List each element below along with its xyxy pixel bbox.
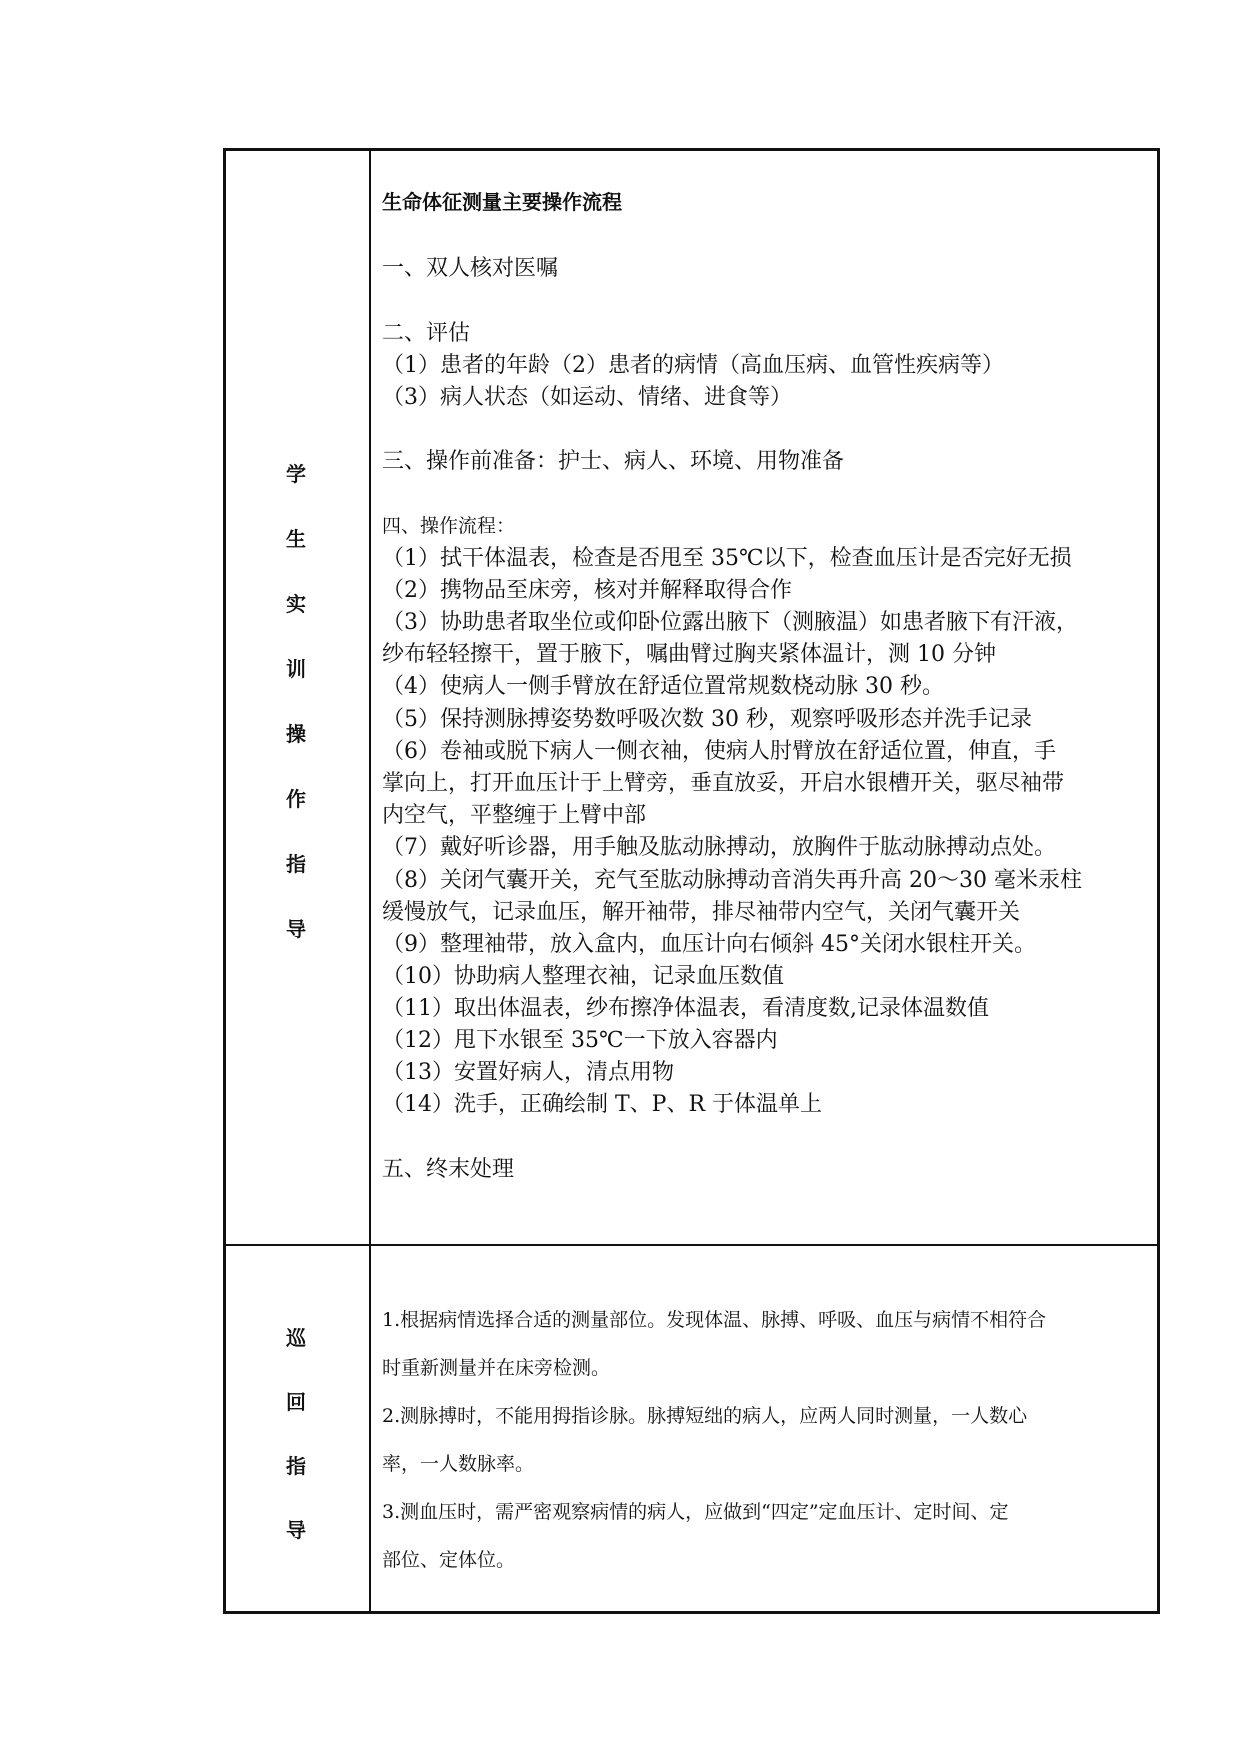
heading-assessment: 二、评估 xyxy=(382,321,471,346)
content-line: （7）戴好听诊器，用手触及肱动脉搏动，放胸件于肱动脉搏动点处。 xyxy=(382,835,1056,860)
heading-verify-orders: 一、双人核对医嘱 xyxy=(382,256,559,281)
content-line: （8）关闭气囊开关，充气至肱动脉搏动音消失再升高 20～30 毫米汞柱 xyxy=(382,868,1082,893)
row-divider xyxy=(223,1244,1160,1246)
heading-preparation: 三、操作前准备：护士、病人、环境、用物准备 xyxy=(382,449,845,474)
content-line: （12）甩下水银至 35℃一下放入容器内 xyxy=(382,1028,778,1053)
side-char: 导 xyxy=(286,1518,306,1542)
guidance-line: 部位、定体位。 xyxy=(382,1549,516,1571)
side-char: 导 xyxy=(286,917,306,941)
content-line: （2）携物品至床旁，核对并解释取得合作 xyxy=(382,578,792,603)
content-line: （3）病人状态（如运动、情绪、进食等） xyxy=(382,385,792,410)
content-line: 内空气，平整缠于上臂中部 xyxy=(382,803,647,828)
guidance-line: 时重新测量并在床旁检测。 xyxy=(382,1357,611,1379)
heading-procedure: 四、操作流程： xyxy=(382,515,516,537)
heading-final-processing: 五、终末处理 xyxy=(382,1157,515,1182)
side-char: 生 xyxy=(286,527,306,551)
side-char: 巡 xyxy=(286,1326,306,1350)
content-line: （10）协助病人整理衣袖，记录血压数值 xyxy=(382,964,784,989)
side-char: 指 xyxy=(286,852,306,876)
content-line: （1）拭干体温表，检查是否甩至 35℃以下，检查血压计是否完好无损 xyxy=(382,546,1072,571)
procedure-title: 生命体征测量主要操作流程 xyxy=(382,190,622,214)
side-char: 训 xyxy=(286,657,306,681)
guidance-line: 3.测血压时，需严密观察病情的病人，应做到“四定”定血压计、定时间、定 xyxy=(382,1501,1009,1523)
content-line: （5）保持测脉搏姿势数呼吸次数 30 秒，观察呼吸形态并洗手记录 xyxy=(382,707,1032,732)
side-char: 指 xyxy=(286,1454,306,1478)
guidance-line: 率，一人数脉率。 xyxy=(382,1453,535,1475)
guidance-line: 2.测脉搏时，不能用拇指诊脉。脉搏短绌的病人，应两人同时测量，一人数心 xyxy=(382,1405,1028,1427)
content-line: （1）患者的年龄（2）患者的病情（高血压病、血管性疾病等） xyxy=(382,353,1004,378)
content-line: （4）使病人一侧手臂放在舒适位置常规数桡动脉 30 秒。 xyxy=(382,674,944,699)
content-line: （13）安置好病人，清点用物 xyxy=(382,1060,674,1085)
content-line: （6）卷袖或脱下病人一侧衣袖，使病人肘臂放在舒适位置，伸直，手 xyxy=(382,739,1056,764)
content-line: 掌向上，打开血压计于上臂旁，垂直放妥，开启水银槽开关，驱尽袖带 xyxy=(382,771,1065,796)
content-line: （14）洗手，正确绘制 T、P、R 于体温单上 xyxy=(382,1092,823,1117)
side-char: 作 xyxy=(286,787,306,811)
content-line: 缓慢放气，记录血压，解开袖带，排尽袖带内空气，关闭气囊开关 xyxy=(382,900,1021,925)
side-char: 回 xyxy=(286,1390,306,1414)
side-char: 实 xyxy=(286,592,306,616)
side-char: 操 xyxy=(286,722,306,746)
side-char: 学 xyxy=(286,462,306,486)
guidance-line: 1.根据病情选择合适的测量部位。发现体温、脉搏、呼吸、血压与病情不相符合 xyxy=(382,1309,1047,1331)
content-line: （11）取出体温表，纱布擦净体温表，看清度数,记录体温数值 xyxy=(382,996,989,1021)
column-divider xyxy=(369,148,371,1614)
content-line: （3）协助患者取坐位或仰卧位露出腋下（测腋温）如患者腋下有汗液， xyxy=(382,610,1078,635)
content-line: 纱布轻轻擦干，置于腋下，嘱曲臂过胸夹紧体温计，测 10 分钟 xyxy=(382,642,996,667)
content-line: （9）整理袖带，放入盒内，血压计向右倾斜 45°关闭水银柱开关。 xyxy=(382,932,1036,957)
